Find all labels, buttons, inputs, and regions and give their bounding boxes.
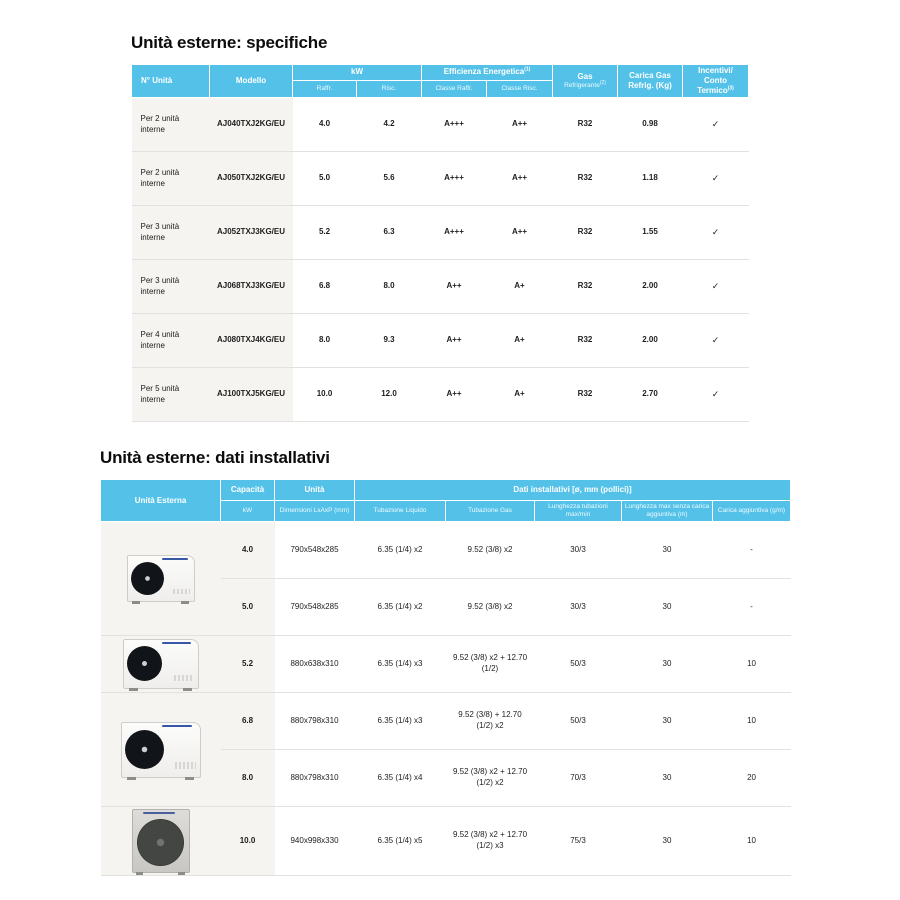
cell-classe-raff: A++ <box>422 314 487 368</box>
cell-carica: 0.98 <box>618 98 683 152</box>
brand-stripe <box>143 812 175 814</box>
incentivi-footnote: (3) <box>727 85 734 92</box>
cell-raff: 4.0 <box>293 98 357 152</box>
section-dati-installativi <box>100 448 790 876</box>
cell-classe-raff: A+++ <box>422 152 487 206</box>
cell-classe-risc: A+ <box>487 260 553 314</box>
cell-tubazione-gas: 9.52 (3/8) + 12.70 (1/2) x2 <box>446 693 535 750</box>
col-subheader-lunghezza-tubazioni: Lunghezza tubazioni max/min <box>535 501 622 522</box>
fan-icon <box>131 562 164 595</box>
cell-classe-risc: A++ <box>487 152 553 206</box>
unit-foot <box>181 601 189 604</box>
unit-foot <box>127 777 137 780</box>
outdoor-unit-image <box>127 555 195 602</box>
cell-gas: R32 <box>553 152 618 206</box>
unit-foot <box>178 872 185 875</box>
outdoor-unit-image <box>132 809 190 873</box>
cell-gas: R32 <box>553 260 618 314</box>
cell-capacita: 4.0 <box>221 522 275 579</box>
cell-gas: R32 <box>553 206 618 260</box>
cell-dimensioni: 880x798x310 <box>275 750 355 807</box>
fan-icon <box>137 819 184 866</box>
col-subheader-risc: Risc. <box>357 80 422 97</box>
table-row <box>101 636 791 693</box>
cell-tubazione-liquido: 6.35 (1/4) x3 <box>355 693 446 750</box>
cell-classe-raff: A++ <box>422 260 487 314</box>
cell-classe-raff: A+++ <box>422 98 487 152</box>
col-header-gas <box>553 65 618 98</box>
cell-capacita: 5.2 <box>221 636 275 693</box>
table-row <box>132 260 749 314</box>
outdoor-unit-image <box>123 639 199 689</box>
cell-classe-risc: A++ <box>487 206 553 260</box>
cell-n-unita: Per 2 unità interne <box>132 98 210 152</box>
col-header-carica-gas <box>618 65 683 98</box>
col-subheader-kw: kW <box>221 501 275 522</box>
col-subheader-raff: Raffr. <box>293 80 357 97</box>
cell-tubazione-liquido: 6.35 (1/4) x2 <box>355 579 446 636</box>
brand-stripe <box>162 642 191 644</box>
cell-risc: 5.6 <box>357 152 422 206</box>
cell-dimensioni: 940x998x330 <box>275 807 355 876</box>
cell-modello: AJ052TXJ3KG/EU <box>210 206 293 260</box>
cell-capacita: 6.8 <box>221 693 275 750</box>
cell-raff: 6.8 <box>293 260 357 314</box>
conto-termico-label: Conto Termico <box>697 76 728 95</box>
cell-carica: 2.70 <box>618 368 683 422</box>
table-row <box>101 693 791 750</box>
vent-grille <box>174 675 194 681</box>
vent-grille <box>175 762 196 769</box>
carica-line1: Carica Gas <box>629 71 671 80</box>
unit-foot <box>136 872 143 875</box>
section-specifiche <box>131 33 749 422</box>
section2-title: Unità esterne: dati installativi <box>100 448 330 467</box>
cell-modello: AJ080TXJ4KG/EU <box>210 314 293 368</box>
fan-icon <box>125 730 164 769</box>
col-subheader-dimensioni: Dimensioni LxAxP (mm) <box>275 501 355 522</box>
unit-foot <box>129 688 138 691</box>
cell-gas: R32 <box>553 368 618 422</box>
incentivi-line1: Incentivi/ <box>698 66 733 75</box>
col-subheader-tubazione-gas: Tubazione Gas <box>446 501 535 522</box>
efficienza-footnote: (1) <box>524 66 531 73</box>
cell-tubazione-gas: 9.52 (3/8) x2 <box>446 579 535 636</box>
cell-tubazione-gas: 9.52 (3/8) x2 + 12.70 (1/2) <box>446 636 535 693</box>
cell-carica: 1.18 <box>618 152 683 206</box>
cell-risc: 6.3 <box>357 206 422 260</box>
cell-tubazione-liquido: 6.35 (1/4) x4 <box>355 750 446 807</box>
cell-carica-aggiuntiva: 10 <box>713 636 791 693</box>
cell-raff: 5.2 <box>293 206 357 260</box>
cell-dimensioni: 880x798x310 <box>275 693 355 750</box>
col-header-unita: Unità <box>275 480 355 501</box>
cell-dimensioni: 790x548x285 <box>275 579 355 636</box>
outdoor-unit-xl-photo <box>101 807 221 876</box>
cell-modello: AJ050TXJ2KG/EU <box>210 152 293 206</box>
table-row <box>132 368 749 422</box>
carica-line2: Refrig. (Kg) <box>628 81 672 90</box>
install-table <box>100 479 791 876</box>
checkmark-icon: ✓ <box>683 98 749 152</box>
table-row <box>101 522 791 579</box>
cell-modello: AJ100TXJ5KG/EU <box>210 368 293 422</box>
cell-classe-raff: A++ <box>422 368 487 422</box>
col-subheader-classe-raff: Classe Raffr. <box>422 80 487 97</box>
cell-risc: 8.0 <box>357 260 422 314</box>
table-row <box>101 807 791 876</box>
cell-modello: AJ040TXJ2KG/EU <box>210 98 293 152</box>
cell-carica: 1.55 <box>618 206 683 260</box>
col-header-incentivi <box>683 65 749 98</box>
col-header-unita-esterna: Unità Esterna <box>101 480 221 522</box>
brand-stripe <box>162 558 188 560</box>
cell-lunghezza-tubazioni: 30/3 <box>535 579 622 636</box>
cell-capacita: 8.0 <box>221 750 275 807</box>
cell-risc: 9.3 <box>357 314 422 368</box>
outdoor-unit-compact-photo <box>101 522 221 636</box>
table-row <box>132 152 749 206</box>
checkmark-icon: ✓ <box>683 152 749 206</box>
cell-gas: R32 <box>553 98 618 152</box>
col-header-kw: kW <box>293 65 422 81</box>
cell-classe-raff: A+++ <box>422 206 487 260</box>
col-subheader-carica-aggiuntiva: Carica aggiuntiva (g/m) <box>713 501 791 522</box>
section1-title: Unità esterne: specifiche <box>131 33 328 52</box>
refrigerante-label: Refrigerante <box>564 81 600 89</box>
cell-risc: 4.2 <box>357 98 422 152</box>
col-subheader-tubazione-liquido: Tubazione Liquido <box>355 501 446 522</box>
table-row <box>132 98 749 152</box>
gas-sublabel <box>555 79 615 90</box>
cell-tubazione-gas: 9.52 (3/8) x2 + 12.70 (1/2) x2 <box>446 750 535 807</box>
cell-n-unita: Per 3 unità interne <box>132 206 210 260</box>
cell-n-unita: Per 2 unità interne <box>132 152 210 206</box>
cell-carica-aggiuntiva: - <box>713 522 791 579</box>
cell-lunghezza-tubazioni: 50/3 <box>535 693 622 750</box>
cell-raff: 5.0 <box>293 152 357 206</box>
checkmark-icon: ✓ <box>683 206 749 260</box>
cell-lunghezza-max: 30 <box>622 693 713 750</box>
unit-foot <box>183 688 192 691</box>
checkmark-icon: ✓ <box>683 314 749 368</box>
checkmark-icon: ✓ <box>683 368 749 422</box>
col-header-n-unita: N° Unità <box>132 65 210 98</box>
cell-classe-risc: A+ <box>487 314 553 368</box>
table-row <box>132 314 749 368</box>
cell-capacita: 10.0 <box>221 807 275 876</box>
cell-dimensioni: 880x638x310 <box>275 636 355 693</box>
cell-lunghezza-max: 30 <box>622 522 713 579</box>
col-header-efficienza <box>422 65 553 81</box>
cell-capacita: 5.0 <box>221 579 275 636</box>
unit-foot <box>185 777 195 780</box>
col-header-dati-installativi: Dati installativi [ø, mm (pollici)] <box>355 480 791 501</box>
cell-n-unita: Per 4 unità interne <box>132 314 210 368</box>
cell-tubazione-liquido: 6.35 (1/4) x2 <box>355 522 446 579</box>
outdoor-unit-medium-photo <box>101 636 221 693</box>
col-header-modello: Modello <box>210 65 293 98</box>
cell-gas: R32 <box>553 314 618 368</box>
col-header-capacita: Capacità <box>221 480 275 501</box>
cell-lunghezza-max: 30 <box>622 807 713 876</box>
cell-carica-aggiuntiva: 20 <box>713 750 791 807</box>
cell-lunghezza-tubazioni: 75/3 <box>535 807 622 876</box>
cell-carica-aggiuntiva: 10 <box>713 693 791 750</box>
cell-risc: 12.0 <box>357 368 422 422</box>
cell-carica-aggiuntiva: - <box>713 579 791 636</box>
cell-tubazione-liquido: 6.35 (1/4) x3 <box>355 636 446 693</box>
cell-classe-risc: A++ <box>487 98 553 152</box>
cell-raff: 10.0 <box>293 368 357 422</box>
refrigerante-footnote: (2) <box>599 79 606 86</box>
cell-raff: 8.0 <box>293 314 357 368</box>
fan-icon <box>127 646 162 681</box>
col-subheader-lunghezza-max: Lunghezza max senza carica aggiuntiva (m) <box>622 501 713 522</box>
cell-tubazione-liquido: 6.35 (1/4) x5 <box>355 807 446 876</box>
outdoor-unit-image <box>121 722 201 778</box>
cell-tubazione-gas: 9.52 (3/8) x2 <box>446 522 535 579</box>
efficienza-label: Efficienza Energetica <box>443 67 525 77</box>
unit-foot <box>132 601 140 604</box>
cell-n-unita: Per 5 unità interne <box>132 368 210 422</box>
cell-lunghezza-tubazioni: 30/3 <box>535 522 622 579</box>
cell-carica: 2.00 <box>618 314 683 368</box>
cell-modello: AJ068TXJ3KG/EU <box>210 260 293 314</box>
cell-lunghezza-max: 30 <box>622 579 713 636</box>
cell-carica: 2.00 <box>618 260 683 314</box>
brand-stripe <box>162 725 192 727</box>
cell-lunghezza-tubazioni: 50/3 <box>535 636 622 693</box>
cell-lunghezza-tubazioni: 70/3 <box>535 750 622 807</box>
cell-carica-aggiuntiva: 10 <box>713 807 791 876</box>
incentivi-line2 <box>685 76 746 96</box>
gas-label: Gas <box>577 71 593 81</box>
cell-lunghezza-max: 30 <box>622 750 713 807</box>
specs-table <box>131 64 749 422</box>
cell-n-unita: Per 3 unità interne <box>132 260 210 314</box>
cell-tubazione-gas: 9.52 (3/8) x2 + 12.70 (1/2) x3 <box>446 807 535 876</box>
cell-lunghezza-max: 30 <box>622 636 713 693</box>
cell-dimensioni: 790x548x285 <box>275 522 355 579</box>
vent-grille <box>173 589 191 595</box>
col-subheader-classe-risc: Classe Risc. <box>487 80 553 97</box>
checkmark-icon: ✓ <box>683 260 749 314</box>
cell-classe-risc: A+ <box>487 368 553 422</box>
table-row <box>132 206 749 260</box>
outdoor-unit-large-photo <box>101 693 221 807</box>
